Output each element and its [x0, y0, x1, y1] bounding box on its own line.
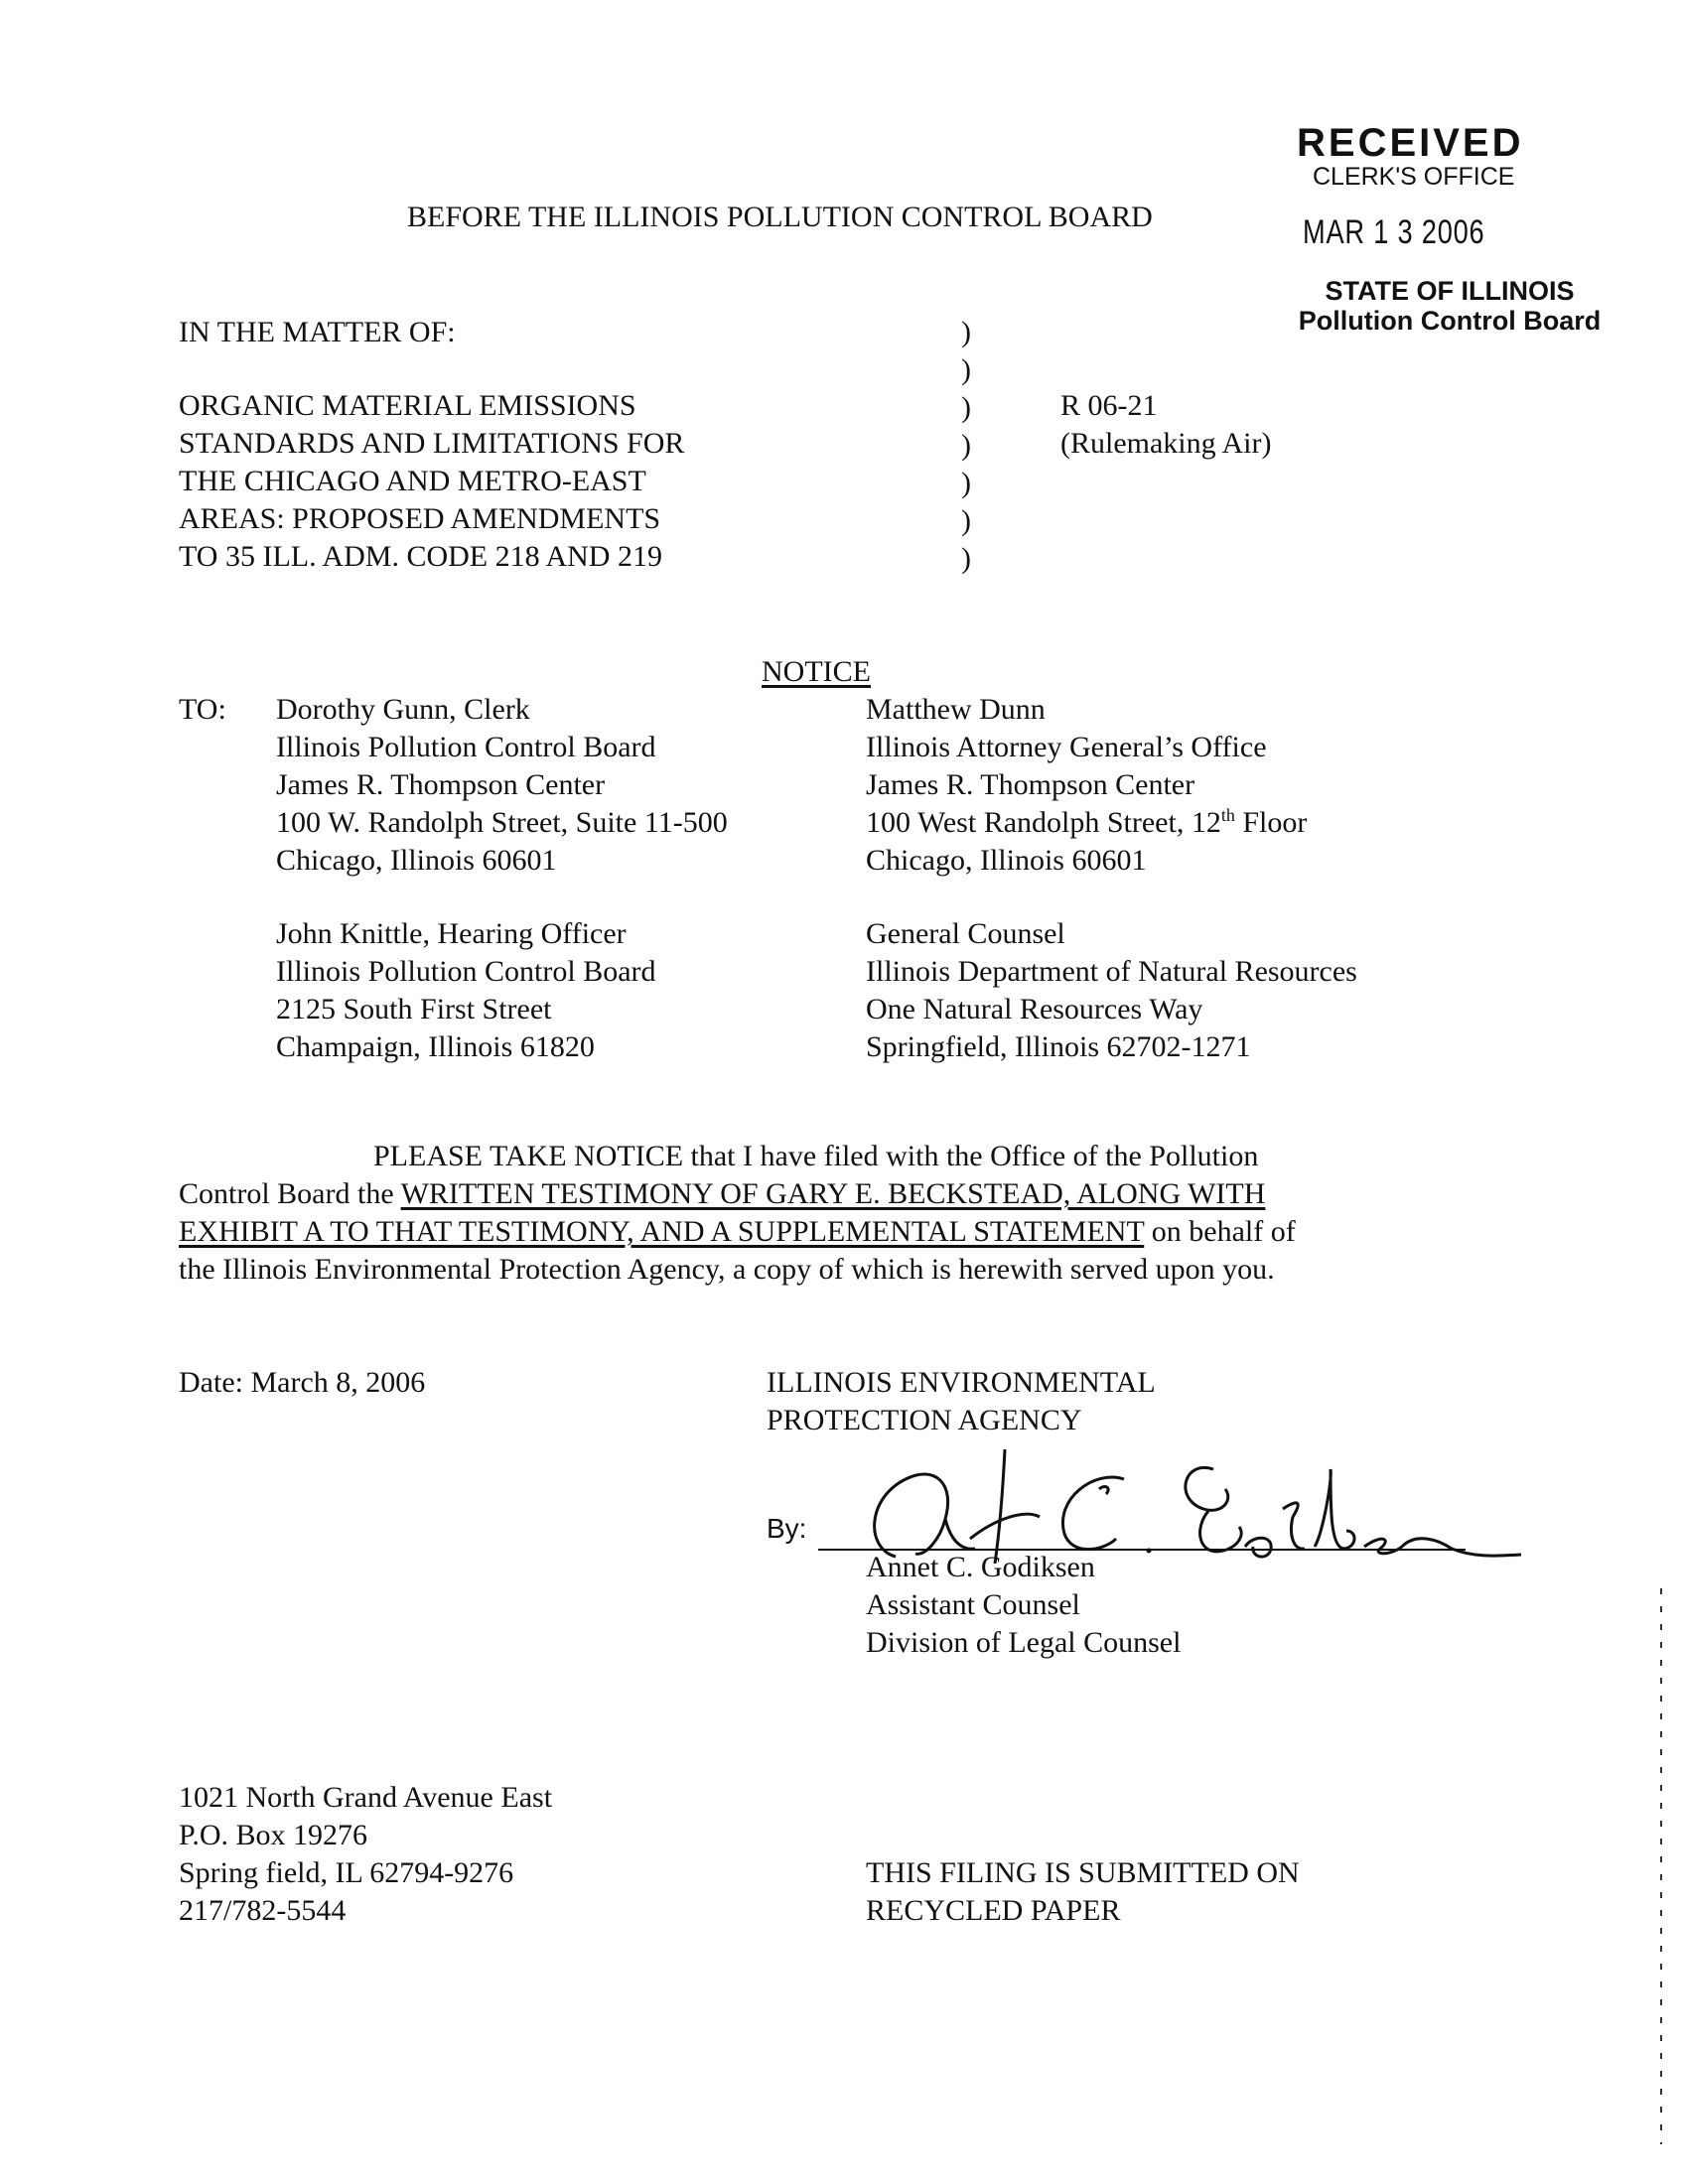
address-line: 217/782-5544	[179, 1894, 347, 1927]
body-line-4: the Illinois Environmental Protection Agency, a copy of which is herewith served upon you.	[179, 1253, 1275, 1286]
body-line2-pre: Control Board the	[179, 1177, 401, 1210]
recipient-line: Illinois Pollution Control Board	[276, 955, 656, 988]
caption-parens	[961, 314, 971, 578]
recipient-block-left-1	[276, 691, 728, 880]
scan-edge-mark	[1660, 1588, 1662, 2144]
agency-line: ILLINOIS ENVIRONMENTAL	[767, 1366, 1156, 1399]
recipient-block-right-2	[866, 915, 1357, 1066]
recipient-line: Champaign, Illinois 61820	[276, 1030, 595, 1063]
recipient-line: Chicago, Illinois 60601	[276, 844, 557, 877]
body-line2-underlined: WRITTEN TESTIMONY OF GARY E. BECKSTEAD, ALONG WITH	[400, 1177, 1266, 1210]
paren: )	[961, 429, 971, 462]
paren: )	[961, 353, 971, 386]
return-address	[179, 1779, 552, 1930]
paren: )	[961, 391, 971, 424]
recipient-line: 100 West Randolph Street, 12	[866, 806, 1221, 839]
stamp-agency	[1281, 276, 1618, 336]
agency-block	[767, 1364, 1156, 1439]
signer-division: Division of Legal Counsel	[866, 1626, 1182, 1659]
by-label: By:	[767, 1513, 807, 1544]
notice-heading: NOTICE	[762, 655, 871, 688]
recipient-line-floor	[866, 804, 1307, 842]
signer-block	[866, 1549, 1181, 1662]
body-line-3	[179, 1213, 1470, 1251]
recipient-block-left-2	[276, 915, 656, 1066]
recipient-line: John Knittle, Hearing Officer	[276, 917, 627, 950]
recipient-line: Dorothy Gunn, Clerk	[276, 693, 530, 726]
recipient-line: 100 W. Randolph Street, Suite 11-500	[276, 806, 728, 839]
signer-title: Assistant Counsel	[866, 1588, 1080, 1621]
paren: )	[961, 504, 971, 537]
docket-info	[1060, 387, 1271, 463]
stamp-received: RECEIVED	[1297, 121, 1524, 165]
recipient-line: Illinois Department of Natural Resources	[866, 955, 1357, 988]
paren: )	[961, 467, 971, 499]
docket-type: (Rulemaking Air)	[1060, 427, 1272, 460]
recipient-block-right-1	[866, 691, 1307, 880]
document-title: BEFORE THE ILLINOIS POLLUTION CONTROL BOARD	[407, 201, 1153, 233]
recipient-line: Chicago, Illinois 60601	[866, 844, 1147, 877]
recipient-line: James R. Thompson Center	[866, 768, 1195, 801]
received-stamp	[1287, 123, 1585, 252]
address-line: Spring field, IL 62794-9276	[179, 1856, 514, 1889]
body-intro: PLEASE TAKE NOTICE that I have filed with the Office of the Pollution	[373, 1140, 1259, 1172]
body-line3-post: on behalf of	[1144, 1215, 1296, 1248]
recipient-line: Matthew Dunn	[866, 693, 1046, 726]
caption-lines	[179, 387, 684, 576]
caption-line: ORGANIC MATERIAL EMISSIONS	[179, 389, 636, 422]
floor-word: Floor	[1234, 806, 1308, 839]
recipient-line: Illinois Pollution Control Board	[276, 731, 656, 763]
signature-area	[767, 1439, 1472, 1559]
recycled-line: RECYCLED PAPER	[866, 1894, 1121, 1927]
caption-line: THE CHICAGO AND METRO-EAST	[179, 465, 646, 497]
address-line: P.O. Box 19276	[179, 1819, 368, 1851]
matter-label: IN THE MATTER OF:	[179, 316, 456, 348]
paren: )	[961, 542, 971, 575]
recipient-line: General Counsel	[866, 917, 1065, 950]
caption-line: AREAS: PROPOSED AMENDMENTS	[179, 502, 661, 535]
paren: )	[961, 316, 971, 348]
caption-line: TO 35 ILL. ADM. CODE 218 AND 219	[179, 540, 662, 573]
signer-name: Annet C. Godiksen	[866, 1551, 1095, 1583]
recipient-line: 2125 South First Street	[276, 993, 552, 1025]
caption-line: STANDARDS AND LIMITATIONS FOR	[179, 427, 685, 460]
floor-superscript: th	[1220, 805, 1235, 825]
recipient-line: Springfield, Illinois 62702-1271	[866, 1030, 1251, 1063]
body-line-1	[179, 1138, 1470, 1175]
body-line-2	[179, 1175, 1470, 1213]
recycled-notice	[866, 1854, 1300, 1930]
to-label: TO:	[179, 693, 226, 726]
agency-line: PROTECTION AGENCY	[767, 1404, 1082, 1436]
stamp-office: CLERK'S OFFICE	[1313, 163, 1515, 191]
recipient-line: One Natural Resources Way	[866, 993, 1203, 1025]
address-line: 1021 North Grand Avenue East	[179, 1781, 553, 1814]
docket-number: R 06-21	[1060, 389, 1158, 422]
recipient-line: James R. Thompson Center	[276, 768, 606, 801]
filing-date: Date: March 8, 2006	[179, 1366, 426, 1399]
stamp-state: STATE OF ILLINOIS	[1325, 276, 1575, 306]
notice-body	[179, 1138, 1470, 1289]
stamp-date: MAR 1 3 2006	[1303, 213, 1485, 251]
recipient-line: Illinois Attorney General’s Office	[866, 731, 1267, 763]
body-line3-underlined: EXHIBIT A TO THAT TESTIMONY, AND A SUPPLEMENTAL STATEMENT	[179, 1215, 1145, 1248]
stamp-board: Pollution Control Board	[1298, 306, 1602, 336]
recycled-line: THIS FILING IS SUBMITTED ON	[866, 1856, 1300, 1889]
